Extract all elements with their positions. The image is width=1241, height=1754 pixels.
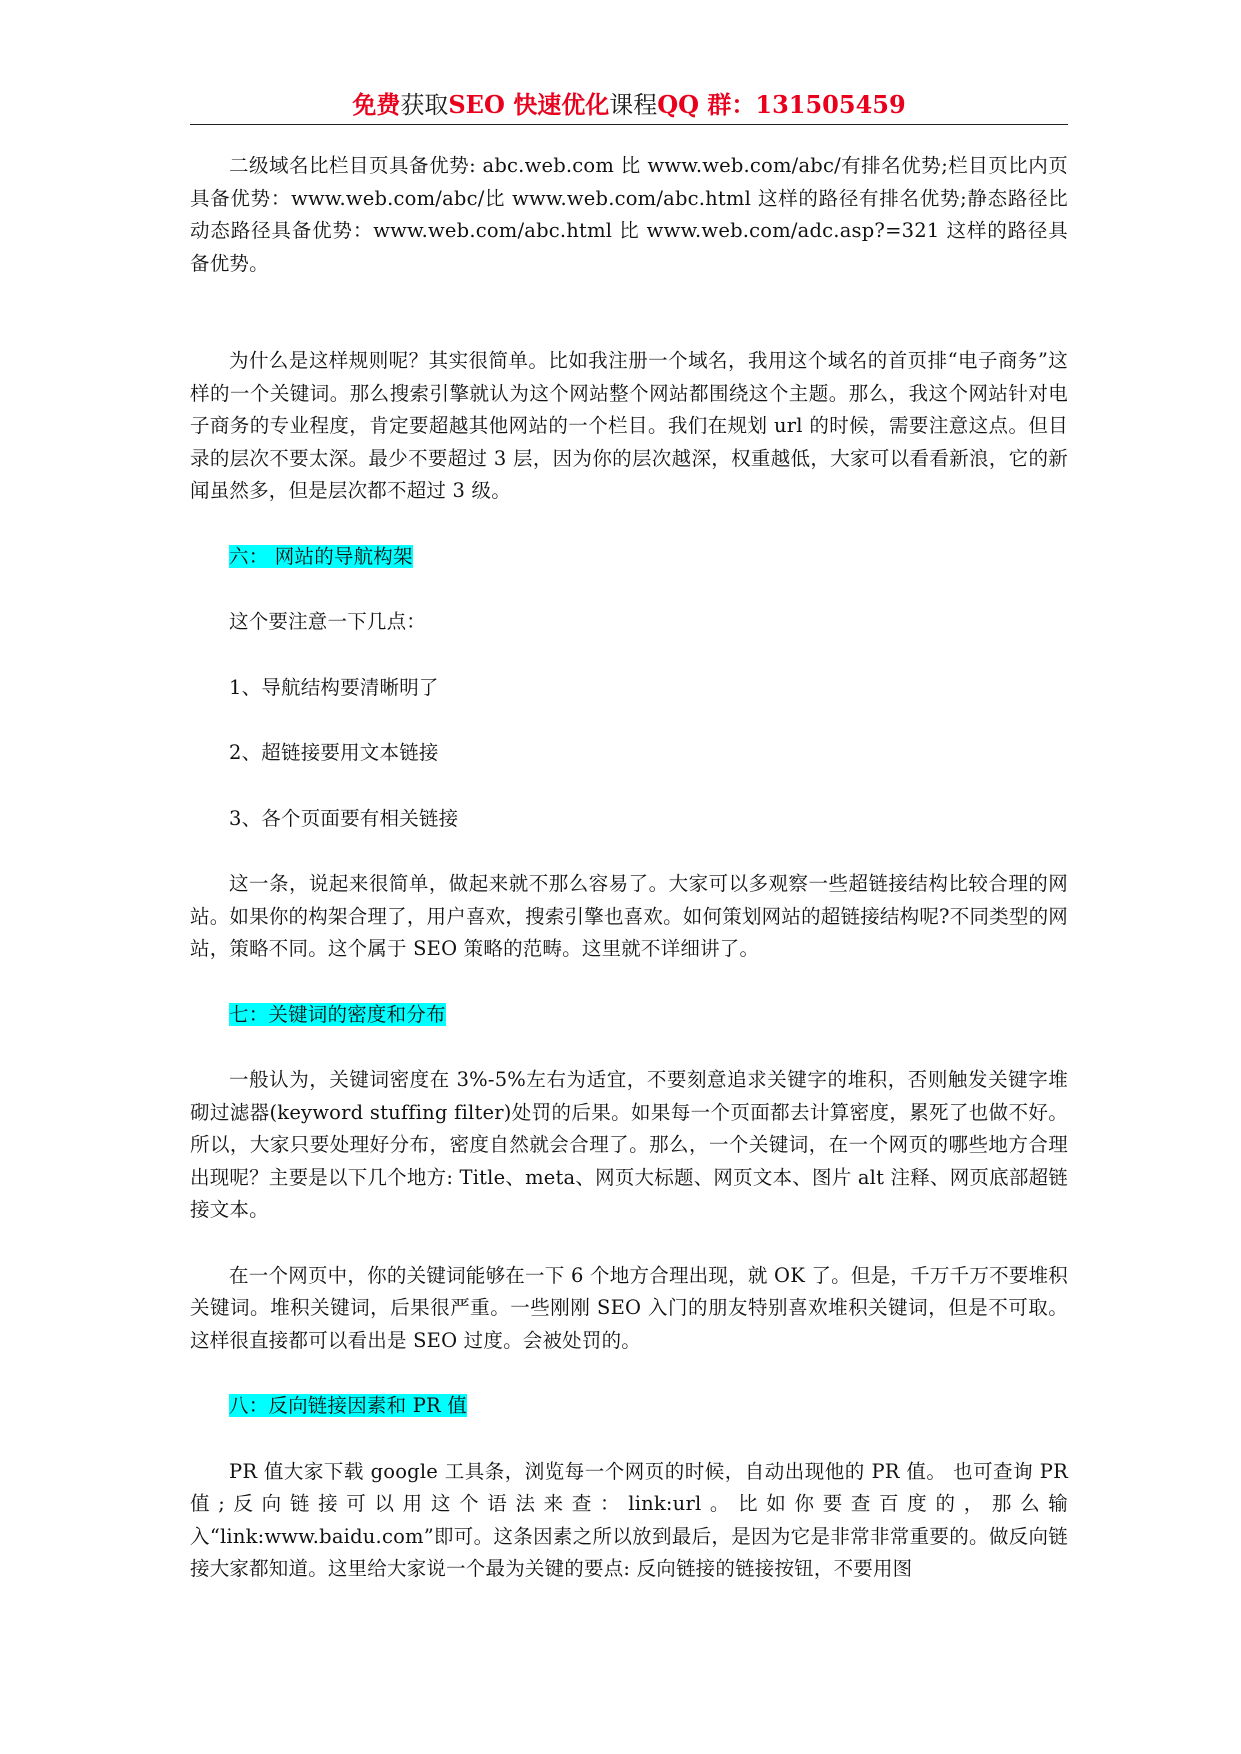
section-heading-keyword-density [190, 999, 1068, 1032]
paragraph-why-rule: 为什么是这样规则呢？其实很简单。比如我注册一个域名，我用这个域名的首页排“电子商务”这样的一个关键词。那么搜索引擎就认为这个网站整个网站都围绕这个主题。那么，我这个网站针对电子商务的专业程度，肯定要超越其他网站的一个栏目。我们在规划 url 的时候，需要注意这点。但目录的层次不要太深。最少不要超过 3 层，因为你的层次越深，权重越低，大家可以看看新浪，它的新闻虽然多，但是层次都不超过 3 级。 [190, 349, 1068, 502]
spacer [190, 573, 1068, 606]
paragraph-keyword-density: 一般认为，关键词密度在 3%-5%左右为适宜，不要刻意追求关键字的堆积，否则触发关键字堆砌过滤器(keyword stuffing filter)处罚的后果。如果每一个页面都去计算密度，累死了也做不好。所以，大家只要处理好分布，密度自然就会合理了。那么，一个关键词，在一个网页的哪些地方合理出现呢？主要是以下几个地方: Title、meta、网页大标题、网页文本、图片 alt 注释、网页底部超链接文本。 [190, 1068, 1068, 1221]
paragraph-pr-value: PR 值大家下载 google 工具条，浏览每一个网页的时候，自动出现他的 PR 值。 也可查询 PR 值;反向链接可以用这个语法来查：link:url。比如你要查百度的，那么输入“link:www.baidu.com”即可。这条因素之所以放到最后，是因为它是非常非常重要的。做反向链接大家都知道。这里给大家说一个最为关键的要点: 反向链接的链接按钮，不要用图 [190, 1459, 1068, 1580]
header-qq-group: QQ 群：131505459 [657, 90, 906, 119]
list-item-2: 2、超链接要用文本链接 [229, 741, 439, 764]
spacer [190, 1227, 1068, 1260]
spacer [190, 639, 1068, 672]
section-heading-backlinks [190, 1390, 1068, 1423]
document-body [190, 150, 1068, 1586]
spacer [190, 966, 1068, 999]
spacer [190, 508, 1068, 541]
list-item-1: 1、导航结构要清晰明了 [229, 675, 439, 699]
header-course: 课程 [609, 91, 658, 119]
highlighted-heading-text: 七：关键词的密度和分布 [229, 1002, 446, 1026]
spacer [190, 770, 1068, 803]
highlighted-heading-text: 八：反向链接因素和 PR 值 [229, 1394, 467, 1417]
paragraph-url-structure: 二级域名比栏目页具备优势: abc.web.com 比 www.web.com/abc/有排名优势;栏目页比内页具备优势：www.web.com/abc/比 www.web.com/abc.html 这样的路径有排名优势;静态路径比动态路径具备优势：www.web.com/abc.html 比 www.web.com/adc.asp?=321 这样的路径具备优势。 [190, 154, 1068, 275]
header-free: 免费 [352, 90, 401, 119]
page-header [190, 88, 1068, 122]
spacer [190, 704, 1068, 737]
spacer [190, 1357, 1068, 1390]
header-divider [190, 124, 1068, 125]
header-get: 获取 [400, 91, 449, 119]
section-heading-navigation [190, 541, 1068, 574]
highlighted-heading-text: 六： 网站的导航构架 [229, 544, 413, 568]
spacer [190, 280, 1068, 345]
paragraph-keyword-stuffing: 在一个网页中，你的关键词能够在一下 6 个地方合理出现，就 OK 了。但是，千万千万不要堆积关键词。堆积关键词，后果很严重。一些刚刚 SEO 入门的朋友特别喜欢堆积关键词，但是不可取。这样很直接都可以看出是 SEO 过度。会被处罚的。 [190, 1263, 1068, 1352]
header-seo: SEO 快速优化 [448, 90, 610, 119]
list-item-3: 3、各个页面要有相关链接 [229, 806, 459, 830]
spacer [190, 1031, 1068, 1064]
paragraph-link-structure: 这一条，说起来很简单，做起来就不那么容易了。大家可以多观察一些超链接结构比较合理的网站。如果你的构架合理了，用户喜欢，搜索引擎也喜欢。如何策划网站的超链接结构呢?不同类型的网站，策略不同。这个属于 SEO 策略的范畴。这里就不详细讲了。 [190, 872, 1068, 960]
spacer [190, 1423, 1068, 1456]
paragraph-notes-intro: 这个要注意一下几点： [229, 610, 427, 633]
spacer [190, 835, 1068, 868]
